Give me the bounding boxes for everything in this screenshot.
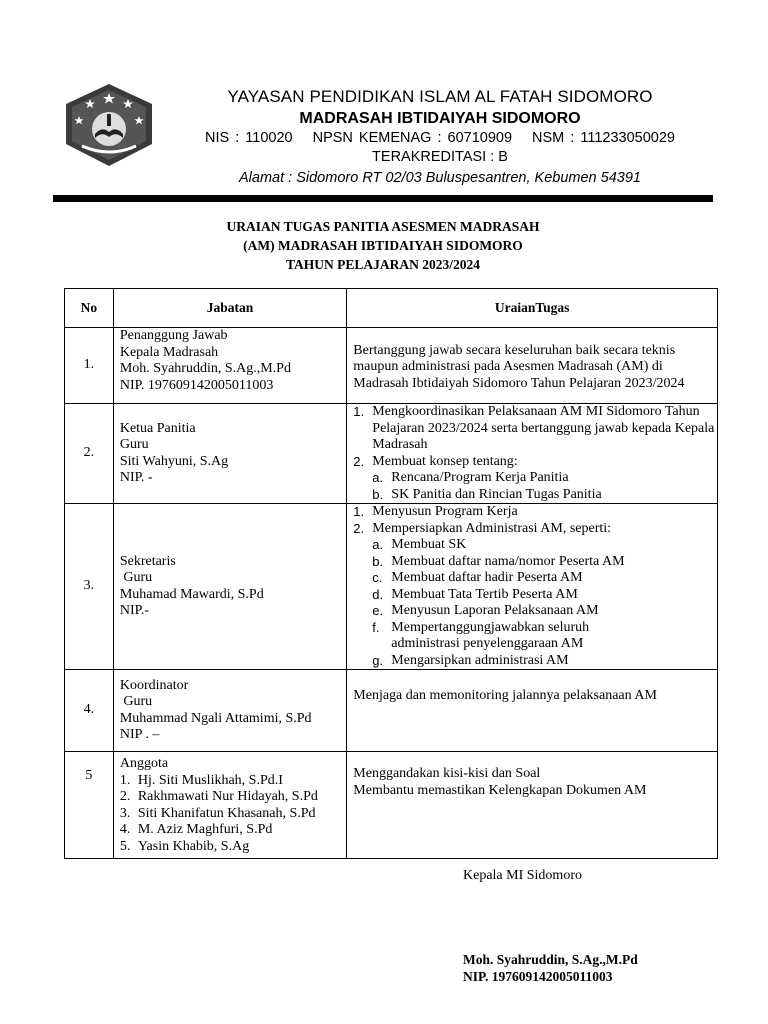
subtask-text: Menyusun Laporan Pelaksanaan AM <box>391 603 599 618</box>
subtask-text: Mempertanggungjawabkan seluruh administrasi penyelenggaraan AM <box>391 619 590 651</box>
member-name: M. Aziz Maghfuri, S.Pd <box>137 822 273 837</box>
task-number: 1. <box>353 504 365 519</box>
row-jabatan <box>113 404 346 504</box>
subtask-item <box>353 470 717 487</box>
subtask-letter: a. <box>372 470 384 485</box>
subtask-text: Rencana/Program Kerja Panitia <box>391 470 569 485</box>
subtask-text: Membuat daftar hadir Peserta AM <box>391 570 583 585</box>
jabatan-line: NIP. 197609142005011003 <box>119 377 274 393</box>
jabatan-line: NIP. - <box>119 470 153 485</box>
subtask-list <box>353 470 717 503</box>
task-number: 2. <box>353 520 365 536</box>
member-name: Rakhmawati Nur Hidayah, S.Pd <box>137 789 318 804</box>
row-jabatan <box>113 752 346 859</box>
row-uraian <box>347 404 718 504</box>
jabatan-line: Guru <box>119 437 149 452</box>
jabatan-line: NIP . – <box>119 727 160 742</box>
row-number: 4. <box>65 670 114 752</box>
subtask-item <box>353 554 717 571</box>
task-item <box>353 504 717 521</box>
subtask-letter: g. <box>372 652 384 668</box>
table-header-row <box>65 289 718 328</box>
jabatan-line: Siti Wahyuni, S.Ag <box>119 453 229 469</box>
member-name: Yasin Khabib, S.Ag <box>137 838 250 854</box>
subtask-item <box>353 620 717 653</box>
row-uraian <box>347 328 718 404</box>
member-name: Siti Khanifatun Khasanah, S.Pd <box>137 805 316 821</box>
member-item <box>120 822 346 839</box>
letterhead <box>160 86 720 189</box>
subtask-letter: a. <box>372 537 384 552</box>
jabatan-line: NIP.- <box>119 603 149 618</box>
title-line-1: URAIAN TUGAS PANITIA ASESMEN MADRASAH <box>226 219 540 234</box>
table-row <box>65 504 718 670</box>
jabatan-line: Guru <box>119 570 153 585</box>
title-line-2: (AM) MADRASAH IBTIDAIYAH SIDOMORO <box>243 238 523 253</box>
table-row <box>65 328 718 404</box>
jabatan-line: Sekretaris <box>119 553 176 569</box>
task-list <box>353 504 717 537</box>
table-row <box>65 752 718 859</box>
row-jabatan <box>113 328 346 404</box>
signature-block <box>463 951 638 985</box>
uraian-text: Menjaga dan memonitoring jalannya pelaksanaan AM <box>353 688 657 703</box>
member-number: 5. <box>119 838 131 854</box>
jabatan-line: Muhamad Mawardi, S.Pd <box>119 586 264 602</box>
row-number: 5 <box>65 752 114 859</box>
subtask-letter: c. <box>372 570 383 585</box>
row-uraian <box>347 670 718 752</box>
member-number: 4. <box>119 822 131 837</box>
table-row <box>65 670 718 752</box>
subtask-list <box>353 537 717 669</box>
row-uraian <box>347 504 718 670</box>
task-number: 2. <box>353 453 365 469</box>
address: Alamat : Sidomoro RT 02/03 Buluspesantren, Kebumen 54391 <box>239 170 641 186</box>
member-item <box>120 789 346 806</box>
task-list <box>353 404 717 470</box>
row-uraian <box>347 752 718 859</box>
header-jabatan: Jabatan <box>113 289 346 328</box>
subtask-item <box>353 587 717 604</box>
row-jabatan <box>113 670 346 752</box>
subtask-text: Membuat Tata Tertib Peserta AM <box>391 586 578 602</box>
member-item <box>120 806 346 823</box>
subtask-text: Membuat daftar nama/nomor Peserta AM <box>391 553 625 569</box>
task-item <box>353 404 717 454</box>
nis: NIS : 110020 <box>205 130 293 146</box>
jabatan-line: Koordinator <box>119 677 189 693</box>
accreditation: TERAKREDITASI : B <box>372 149 508 165</box>
jabatan-line: Guru <box>119 694 153 709</box>
subtask-item <box>353 537 717 554</box>
letterhead-divider <box>53 195 713 202</box>
subtask-letter: b. <box>372 486 384 502</box>
school-name: MADRASAH IBTIDAIYAH SIDOMORO <box>299 110 581 127</box>
subtask-item <box>353 653 717 670</box>
jabatan-line: Muhammad Ngali Attamimi, S.Pd <box>119 710 312 726</box>
jabatan-line: Ketua Panitia <box>119 420 196 436</box>
subtask-letter: b. <box>372 553 384 569</box>
task-item <box>353 521 717 538</box>
signatory-name: Moh. Syahruddin, S.Ag.,M.Pd <box>463 952 638 967</box>
task-number: 1. <box>353 404 365 419</box>
subtask-text: Membuat SK <box>391 537 467 552</box>
row-number: 1. <box>65 328 114 404</box>
member-list <box>120 773 346 856</box>
member-number: 1. <box>119 772 131 788</box>
subtask-letter: e. <box>372 603 384 618</box>
subtask-letter: f. <box>372 619 380 635</box>
jabatan-line: Moh. Syahruddin, S.Ag.,M.Pd <box>119 361 291 376</box>
jabatan-line: Kepala Madrasah <box>119 344 219 360</box>
task-text: Mengkoordinasikan Pelaksanaan AM MI Sidomoro Tahun Pelajaran 2023/2024 serta bertanggung jawab kepada Kepala Madrasah <box>372 404 715 452</box>
subtask-letter: d. <box>372 586 384 602</box>
table-row <box>65 404 718 504</box>
member-number: 2. <box>119 789 131 804</box>
subtask-text: SK Panitia dan Rincian Tugas Panitia <box>391 486 602 502</box>
subtask-text: Mengarsipkan administrasi AM <box>391 652 569 668</box>
jabatan-line: Penanggung Jawab <box>119 328 228 343</box>
foundation-name: YAYASAN PENDIDIKAN ISLAM AL FATAH SIDOMORO <box>227 87 653 106</box>
nsm: NSM : 111233050029 <box>532 130 675 146</box>
task-text: Mempersiapkan Administrasi AM, seperti: <box>372 520 612 536</box>
member-number: 3. <box>119 805 131 821</box>
task-text: Membuat konsep tentang: <box>372 453 518 469</box>
signature-position: Kepala MI Sidomoro <box>463 868 582 883</box>
subtask-item <box>353 570 717 587</box>
madrasah-logo-icon <box>60 82 158 168</box>
document-title <box>53 217 713 274</box>
jabatan-line: Anggota <box>119 756 169 771</box>
row-number: 3. <box>65 504 114 670</box>
header-uraian: UraianTugas <box>347 289 718 328</box>
header-no: No <box>65 289 114 328</box>
uraian-text: Membantu memastikan Kelengkapan Dokumen AM <box>353 782 647 798</box>
row-number: 2. <box>65 404 114 504</box>
row-jabatan <box>113 504 346 670</box>
uraian-text: Menggandakan kisi-kisi dan Soal <box>353 766 541 781</box>
school-identifiers <box>160 129 720 148</box>
duties-table <box>64 288 718 859</box>
signatory-nip: NIP. 197609142005011003 <box>463 969 613 984</box>
subtask-item <box>353 487 717 504</box>
member-name: Hj. Siti Muslikhah, S.Pd.I <box>137 772 283 788</box>
task-text: Menyusun Program Kerja <box>372 504 518 519</box>
task-item <box>353 454 717 471</box>
uraian-text: Bertanggung jawab secara keseluruhan baik secara teknis maupun administrasi pada Asesmen Madrasah (AM) di Madrasah Ibtidaiyah Sidomoro Tahun Pelajaran 2023/2024 <box>353 342 685 391</box>
subtask-item <box>353 603 717 620</box>
member-item <box>120 839 346 856</box>
npsn: NPSN KEMENAG : 60710909 <box>312 130 513 146</box>
member-item <box>120 773 346 790</box>
title-line-3: TAHUN PELAJARAN 2023/2024 <box>285 257 480 272</box>
